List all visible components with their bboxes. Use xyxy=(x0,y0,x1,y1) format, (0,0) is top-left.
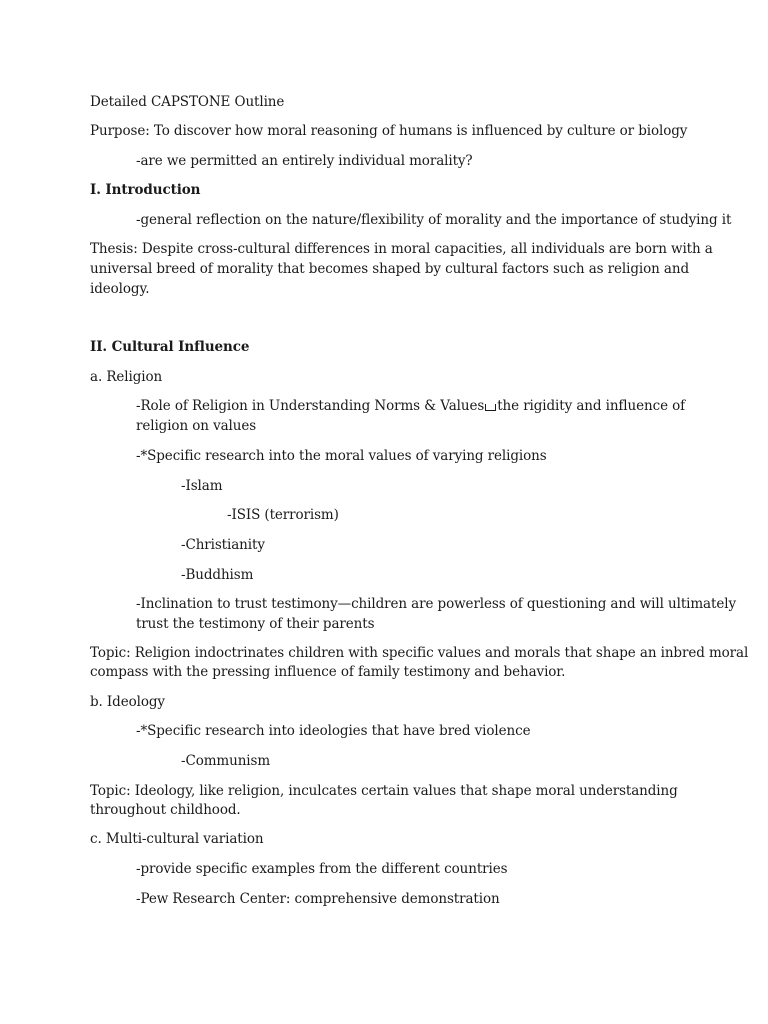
introduction-point: -general reflection on the nature/flexibility of morality and the importance of studying it xyxy=(136,212,732,228)
subheading-ideology: b. Ideology xyxy=(90,694,165,710)
religion-point-2: -*Specific research into the moral values of varying religions xyxy=(136,448,547,464)
thesis-line-1: Thesis: Despite cross-cultural differences in moral capacities, all individuals are born with a xyxy=(90,241,713,257)
testimony-line-2: trust the testimony of their parents xyxy=(136,616,375,632)
missing-glyph-box-icon xyxy=(485,404,496,411)
purpose-subpoint: -are we permitted an entirely individual morality? xyxy=(136,153,473,169)
religion-item-christianity: -Christianity xyxy=(181,537,265,553)
religion-subitem-isis: -ISIS (terrorism) xyxy=(227,507,339,523)
section-heading-cultural-influence: II. Cultural Influence xyxy=(90,339,250,355)
religion-item-buddhism: -Buddhism xyxy=(181,567,254,583)
topic-religion-line-2: compass with the pressing influence of family testimony and behavior. xyxy=(90,664,566,680)
religion-point-1-line-2: religion on values xyxy=(136,418,257,434)
ideology-point: -*Specific research into ideologies that have bred violence xyxy=(136,723,531,739)
subheading-religion: a. Religion xyxy=(90,369,163,385)
religion-point-1-line-1 xyxy=(136,397,685,416)
purpose-statement: Purpose: To discover how moral reasoning of humans is influenced by culture or biology xyxy=(90,123,688,139)
religion-point-1-part-a: -Role of Religion in Understanding Norms & Values xyxy=(136,398,485,414)
thesis-line-2: universal breed of morality that becomes shaped by cultural factors such as religion and xyxy=(90,261,690,277)
religion-item-islam: -Islam xyxy=(181,478,223,494)
document-title: Detailed CAPSTONE Outline xyxy=(90,94,285,110)
section-heading-introduction: I. Introduction xyxy=(90,182,201,198)
topic-ideology-line-2: throughout childhood. xyxy=(90,802,241,818)
topic-religion-line-1: Topic: Religion indoctrinates children with specific values and morals that shape an inbred moral xyxy=(90,645,749,661)
subheading-multicultural: c. Multi-cultural variation xyxy=(90,831,264,847)
religion-point-1-part-b: the rigidity and influence of xyxy=(497,398,686,414)
multicultural-point-2: -Pew Research Center: comprehensive demonstration xyxy=(136,891,500,907)
topic-ideology-line-1: Topic: Ideology, like religion, inculcates certain values that shape moral understanding xyxy=(90,783,678,799)
multicultural-point-1: -provide specific examples from the different countries xyxy=(136,861,508,877)
thesis-line-3: ideology. xyxy=(90,281,150,297)
ideology-item-communism: -Communism xyxy=(181,753,271,769)
testimony-line-1: -Inclination to trust testimony—children are powerless of questioning and will ultimately xyxy=(136,596,736,612)
